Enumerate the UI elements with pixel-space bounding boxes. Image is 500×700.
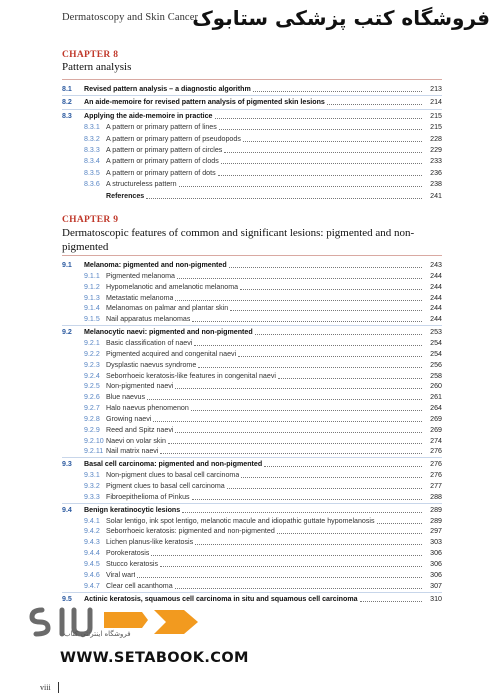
toc-subsection-entry[interactable] [62,424,442,435]
toc-entry-page: 258 [430,371,442,380]
dot-leader [198,367,422,368]
toc-subsection-entry[interactable] [62,413,442,424]
toc-entry-number: 9.2.9 [84,425,100,434]
toc-entry-page: 229 [430,146,442,154]
toc-subsection-entry[interactable] [62,370,442,381]
toc-entry-page: 310 [430,594,442,603]
toc-entry-title: Melanomas on palmar and plantar skin [106,304,229,313]
toc-entry-title: Applying the aide-memoire in practice [84,111,213,120]
toc-entry-number: 9.1.4 [84,304,100,313]
dot-leader [195,544,422,545]
toc-entry-title: A pattern or primary pattern of lines [106,123,217,132]
toc-subsection-entry[interactable] [62,292,442,303]
toc-entry-page: 228 [430,134,442,143]
toc-subsection-entry[interactable] [62,380,442,391]
toc-entry-title: Reed and Spitz naevi [106,425,174,434]
toc-entry-page: 213 [430,85,442,93]
toc-entry-number: 9.2.1 [84,338,100,347]
toc-entry-page: 307 [430,581,442,590]
toc-entry-number: 9.4.3 [84,538,100,547]
toc-entry-title: Blue naevus [106,393,146,402]
toc-subsection-entry[interactable] [62,402,442,413]
dot-leader [238,356,422,357]
toc-entry-number: 9.4.4 [84,549,100,558]
toc-entry-page: 254 [430,349,442,358]
toc-entry-number: 8.3.1 [84,123,100,132]
toc-entry-title: Pigment clues to basal cell carcinoma [106,482,225,490]
dot-leader [277,533,422,534]
chapter-9-title: Dermatoscopic features of common and significant lesions: pigmented and non-pigmented [62,227,415,253]
toc-subsection-entry[interactable] [62,536,442,547]
toc-entry-title: A pattern or primary pattern of pseudopods [106,134,241,143]
dot-leader [360,601,422,602]
toc-entry-page: 238 [430,180,442,189]
toc-entry-number: 9.4 [62,505,72,514]
dot-leader [137,577,422,578]
toc-subsection-entry[interactable] [62,313,442,324]
dot-leader [182,512,422,513]
toc-section-entry[interactable] [62,83,442,94]
toc-entry-page: 215 [430,111,442,120]
toc-entry-title: Non-pigmented naevi [106,382,174,391]
toc-entry-title: A structureless pattern [106,180,177,189]
toc-subsection-entry[interactable] [62,515,442,526]
toc-entry-number: 9.4.2 [84,527,100,536]
dot-leader [253,91,422,92]
toc-entry-number: 9.3.1 [84,471,100,480]
toc-entry-page: 214 [430,98,442,107]
dot-leader [175,388,422,389]
toc-entry-page: 276 [430,471,442,480]
dot-leader [219,129,422,130]
toc-entry-page: 289 [430,505,442,514]
toc-entry-title: References [106,191,145,200]
toc-entry-number: 9.2 [62,328,72,337]
chapter-8-title: Pattern analysis [62,61,132,73]
dot-leader [240,289,422,290]
toc-subsection-entry[interactable] [62,547,442,558]
toc-subsection-entry[interactable] [62,348,442,359]
dot-leader [218,175,422,176]
toc-subsection-entry[interactable] [62,281,442,292]
toc-entry-number: 9.2.6 [84,393,100,402]
toc-entry-number: 9.4.1 [84,516,100,525]
toc-entry-number: 8.1 [62,85,72,93]
toc-entry-number: 9.2.3 [84,360,100,369]
toc-entry-title: Melanocytic naevi: pigmented and non-pigmented [84,328,253,337]
dot-leader [175,432,422,433]
toc-entry-title: Revised pattern analysis – a diagnostic algorithm [84,85,251,93]
dot-leader [146,198,422,199]
toc-subsection-entry[interactable] [62,121,442,132]
site-url[interactable]: WWW.SETABOOK.COM [60,650,249,666]
toc-entry-page: 244 [430,304,442,313]
dot-leader [230,310,422,311]
toc-subsection-entry[interactable] [62,133,442,144]
toc-entry-page: 233 [430,157,442,166]
toc-entry-page: 306 [430,559,442,568]
toc-entry-page: 244 [430,271,442,280]
toc-entry-title: Nail matrix naevi [106,447,159,456]
toc-entry-title: Actinic keratosis, squamous cell carcinoma in situ and squamous cell carcinoma [84,594,358,603]
toc-subsection-entry[interactable] [62,144,442,155]
watermark-subtitle: فروشگاه اینترنتی کتاب [64,630,131,638]
toc-entry-page: 306 [430,549,442,558]
toc-entry-page: 215 [430,123,442,132]
toc-entry-number: 8.3.2 [84,134,100,143]
toc-section-entry[interactable] [62,326,442,337]
toc-entry-page: 244 [430,293,442,302]
dot-leader [192,321,422,322]
running-head: Dermatoscopy and Skin Cancer [62,12,199,23]
folio-divider [58,682,59,693]
dot-leader [264,466,422,467]
toc-entry-page: 244 [430,282,442,291]
toc-entry-title: Pigmented melanoma [106,271,176,280]
toc-entry-page: 244 [430,315,442,324]
toc-entry-page: 289 [430,516,442,525]
toc-subsection-entry[interactable] [62,337,442,348]
toc-subsection-entry[interactable] [62,391,442,402]
toc-subsection-entry[interactable] [62,445,442,456]
toc-entry-number: 9.3.3 [84,492,100,501]
chapter-8-label: CHAPTER 8 [62,50,119,60]
toc-entry-title: Seborrhoeic keratosis-like features in congenital naevi [106,371,276,380]
dot-leader [243,141,422,142]
dot-leader [168,443,422,444]
dot-leader [227,488,422,489]
toc-subsection-entry[interactable] [62,480,442,491]
dot-leader [215,118,422,119]
dot-leader [255,334,422,335]
toc-entry-page: 288 [430,492,442,501]
toc-entry-page: 276 [430,460,442,469]
toc-entry-title: Growing naevi [106,414,152,423]
toc-subsection-entry[interactable] [62,167,442,178]
toc-entry-page: 269 [430,414,442,423]
toc-entry-number: 8.3.5 [84,168,100,177]
dot-leader [377,523,422,524]
toc-entry-number: 9.5 [62,594,72,603]
toc-subsection-entry[interactable] [62,558,442,569]
dot-leader [191,410,422,411]
toc-entry-title: Non-pigment clues to basal cell carcinoma [106,471,240,480]
toc-entry-page: 236 [430,168,442,177]
toc-section-entry[interactable] [62,458,442,469]
toc-entry-page: 276 [430,447,442,456]
toc-entry-number: 8.3 [62,111,72,120]
toc-entry-page: 261 [430,393,442,402]
toc-entry-title: Lichen planus-like keratosis [106,538,194,547]
toc-entry-page: 253 [430,328,442,337]
toc-subsection-entry[interactable] [62,435,442,446]
toc-subsection-entry[interactable] [62,178,442,189]
toc-entry-number: 9.1 [62,261,72,269]
dot-leader [192,499,422,500]
toc-entry-page: 269 [430,425,442,434]
dot-leader [327,104,422,105]
toc-subsection-entry[interactable] [62,270,442,281]
toc-entry-page: 297 [430,527,442,536]
dot-leader [175,588,422,589]
toc-entry-title: Nail apparatus melanomas [106,315,191,324]
toc-entry-title: Stucco keratosis [106,559,159,568]
chapter-9-label: CHAPTER 9 [62,215,119,225]
dot-leader [177,278,422,279]
dot-leader [224,152,422,153]
dot-leader [229,267,422,268]
page-folio: viii [40,683,51,692]
toc-entry-title: A pattern or primary pattern of circles [106,146,223,154]
toc-subsection-entry[interactable] [62,302,442,313]
toc-entry-title: Naevi on volar skin [106,436,166,445]
toc-entry-number: 8.2 [62,98,72,107]
toc-entry-page: 264 [430,404,442,413]
toc-entry-title: Viral wart [106,570,136,579]
toc-entry-number: 8.3.3 [84,146,100,154]
toc-entry-title: Metastatic melanoma [106,293,174,302]
toc-entry-title: Hypomelanotic and amelanotic melanoma [106,282,239,291]
toc-entry-title: Fibroepithelioma of Pinkus [106,492,190,501]
toc-entry-number: 9.4.5 [84,559,100,568]
dot-leader [151,555,422,556]
dot-leader [175,300,422,301]
toc-subsection-entry[interactable] [62,155,442,166]
dot-leader [179,186,422,187]
dot-leader [147,399,422,400]
toc-entry-page: 254 [430,338,442,347]
toc-entry-title: An aide-memoire for revised pattern analysis of pigmented skin lesions [84,98,325,107]
toc-entry-number: 9.1.1 [84,271,100,280]
chapter-9-rule [62,255,442,256]
toc-entry-title: Benign keratinocytic lesions [84,505,181,514]
dot-leader [278,378,422,379]
toc-entry-number: 9.2.8 [84,414,100,423]
toc-entry-title: Solar lentigo, ink spot lentigo, melanotic macule and idiopathic guttate hypomelanosis [106,516,375,525]
toc-subsection-entry[interactable] [62,359,442,370]
toc-entry-number: 9.3 [62,460,72,469]
dot-leader [221,163,422,164]
toc-subsection-entry[interactable] [62,580,442,591]
toc-entry-title: Halo naevus phenomenon [106,404,189,413]
store-banner: فروشگاه کتب پزشکی ستابوک [192,6,490,30]
toc-entry-number: 9.2.7 [84,404,100,413]
toc-entry-number: 9.1.5 [84,315,100,324]
dot-leader [160,566,422,567]
toc-entry-title: Basal cell carcinoma: pigmented and non-pigmented [84,460,263,469]
toc-entry-number: 9.2.4 [84,371,100,380]
toc-subsection-entry[interactable] [62,491,442,502]
toc-entry-title: Pigmented acquired and congenital naevi [106,349,237,358]
toc-entry-number: 9.2.11 [84,447,104,456]
toc-entry-title: A pattern or primary pattern of clods [106,157,219,166]
toc-entry-number: 9.1.2 [84,282,100,291]
toc-entry-page: 260 [430,382,442,391]
toc-entry-title: Porokeratosis [106,549,150,558]
toc-section-entry[interactable] [62,110,442,121]
toc-entry-title: A pattern or primary pattern of dots [106,168,216,177]
toc-entry-number: 8.3.4 [84,157,100,166]
toc-entry-page: 303 [430,538,442,547]
toc-subsection-entry[interactable] [62,469,442,480]
toc-section-entry[interactable] [62,504,442,515]
dot-leader [153,421,422,422]
toc-entry-number: 9.2.5 [84,382,100,391]
toc-section-entry[interactable] [62,96,442,107]
toc-references-entry[interactable] [62,190,442,201]
dot-leader [194,345,422,346]
toc-entry-page: 241 [430,191,442,200]
dot-leader [160,453,422,454]
toc-entry-page: 243 [430,261,442,269]
toc-section-entry[interactable] [62,259,442,270]
toc-entry-number: 9.2.2 [84,349,100,358]
toc-entry-number: 9.1.3 [84,293,100,302]
chapter-8-rule [62,79,442,80]
toc-entry-number: 9.3.2 [84,482,100,490]
toc-entry-title: Melanoma: pigmented and non-pigmented [84,261,227,269]
toc-entry-title: Dysplastic naevus syndrome [106,360,197,369]
toc-entry-page: 306 [430,570,442,579]
toc-entry-page: 274 [430,436,442,445]
toc-entry-title: Seborrhoeic keratosis: pigmented and non-pigmented [106,527,275,536]
dot-leader [241,477,422,478]
toc-entry-title: Basic classification of naevi [106,338,193,347]
toc-subsection-entry[interactable] [62,569,442,580]
toc-entry-number: 9.4.7 [84,581,100,590]
toc-entry-number: 9.2.10 [84,436,104,445]
toc-entry-title: Clear cell acanthoma [106,581,173,590]
toc-subsection-entry[interactable] [62,525,442,536]
toc-entry-page: 256 [430,360,442,369]
toc-entry-number: 9.4.6 [84,570,100,579]
toc-entry-number: 8.3.6 [84,180,100,189]
toc-entry-page: 277 [430,482,442,490]
